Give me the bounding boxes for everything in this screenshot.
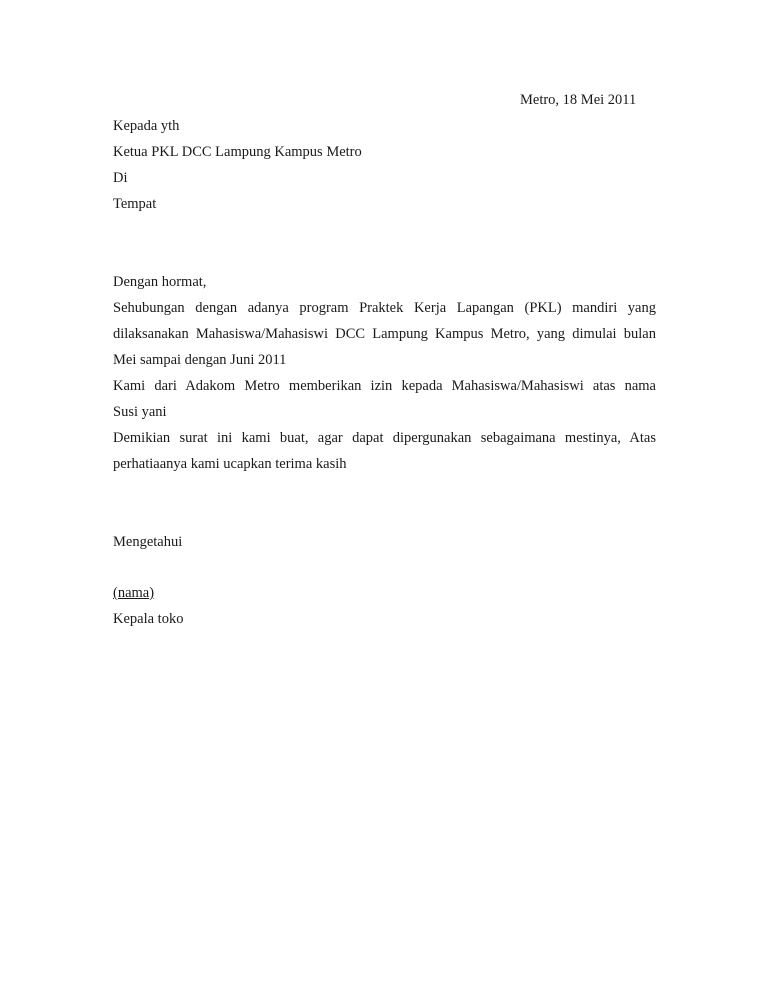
- signature-title: Kepala toko: [113, 611, 184, 627]
- body-paragraph-2-line-1: Kami dari Adakom Metro memberikan izin kepada Mahasiswa/Mahasiswi atas nama: [113, 378, 656, 394]
- body-paragraph-2-line-2: Susi yani: [113, 404, 167, 420]
- recipient-line-2: Ketua PKL DCC Lampung Kampus Metro: [113, 144, 362, 160]
- body-paragraph-1-line-1: Sehubungan dengan adanya program Praktek Kerja Lapangan (PKL) mandiri yang: [113, 300, 656, 316]
- greeting: Dengan hormat,: [113, 274, 207, 290]
- letter-date: Metro, 18 Mei 2011: [520, 92, 637, 108]
- recipient-line-1: Kepada yth: [113, 118, 180, 134]
- recipient-line-4: Tempat: [113, 196, 157, 212]
- body-paragraph-1-line-2: dilaksanakan Mahasiswa/Mahasiswi DCC Lampung Kampus Metro, yang dimulai bulan: [113, 326, 656, 342]
- recipient-line-3: Di: [113, 170, 128, 186]
- signature-name: (nama): [113, 585, 155, 601]
- body-paragraph-3-line-2: perhatiaanya kami ucapkan terima kasih: [113, 456, 347, 472]
- body-paragraph-1-line-3: Mei sampai dengan Juni 2011: [113, 352, 287, 368]
- body-paragraph-3-line-1: Demikian surat ini kami buat, agar dapat dipergunakan sebagaimana mestinya, Atas: [113, 430, 656, 446]
- signature-label: Mengetahui: [113, 534, 183, 550]
